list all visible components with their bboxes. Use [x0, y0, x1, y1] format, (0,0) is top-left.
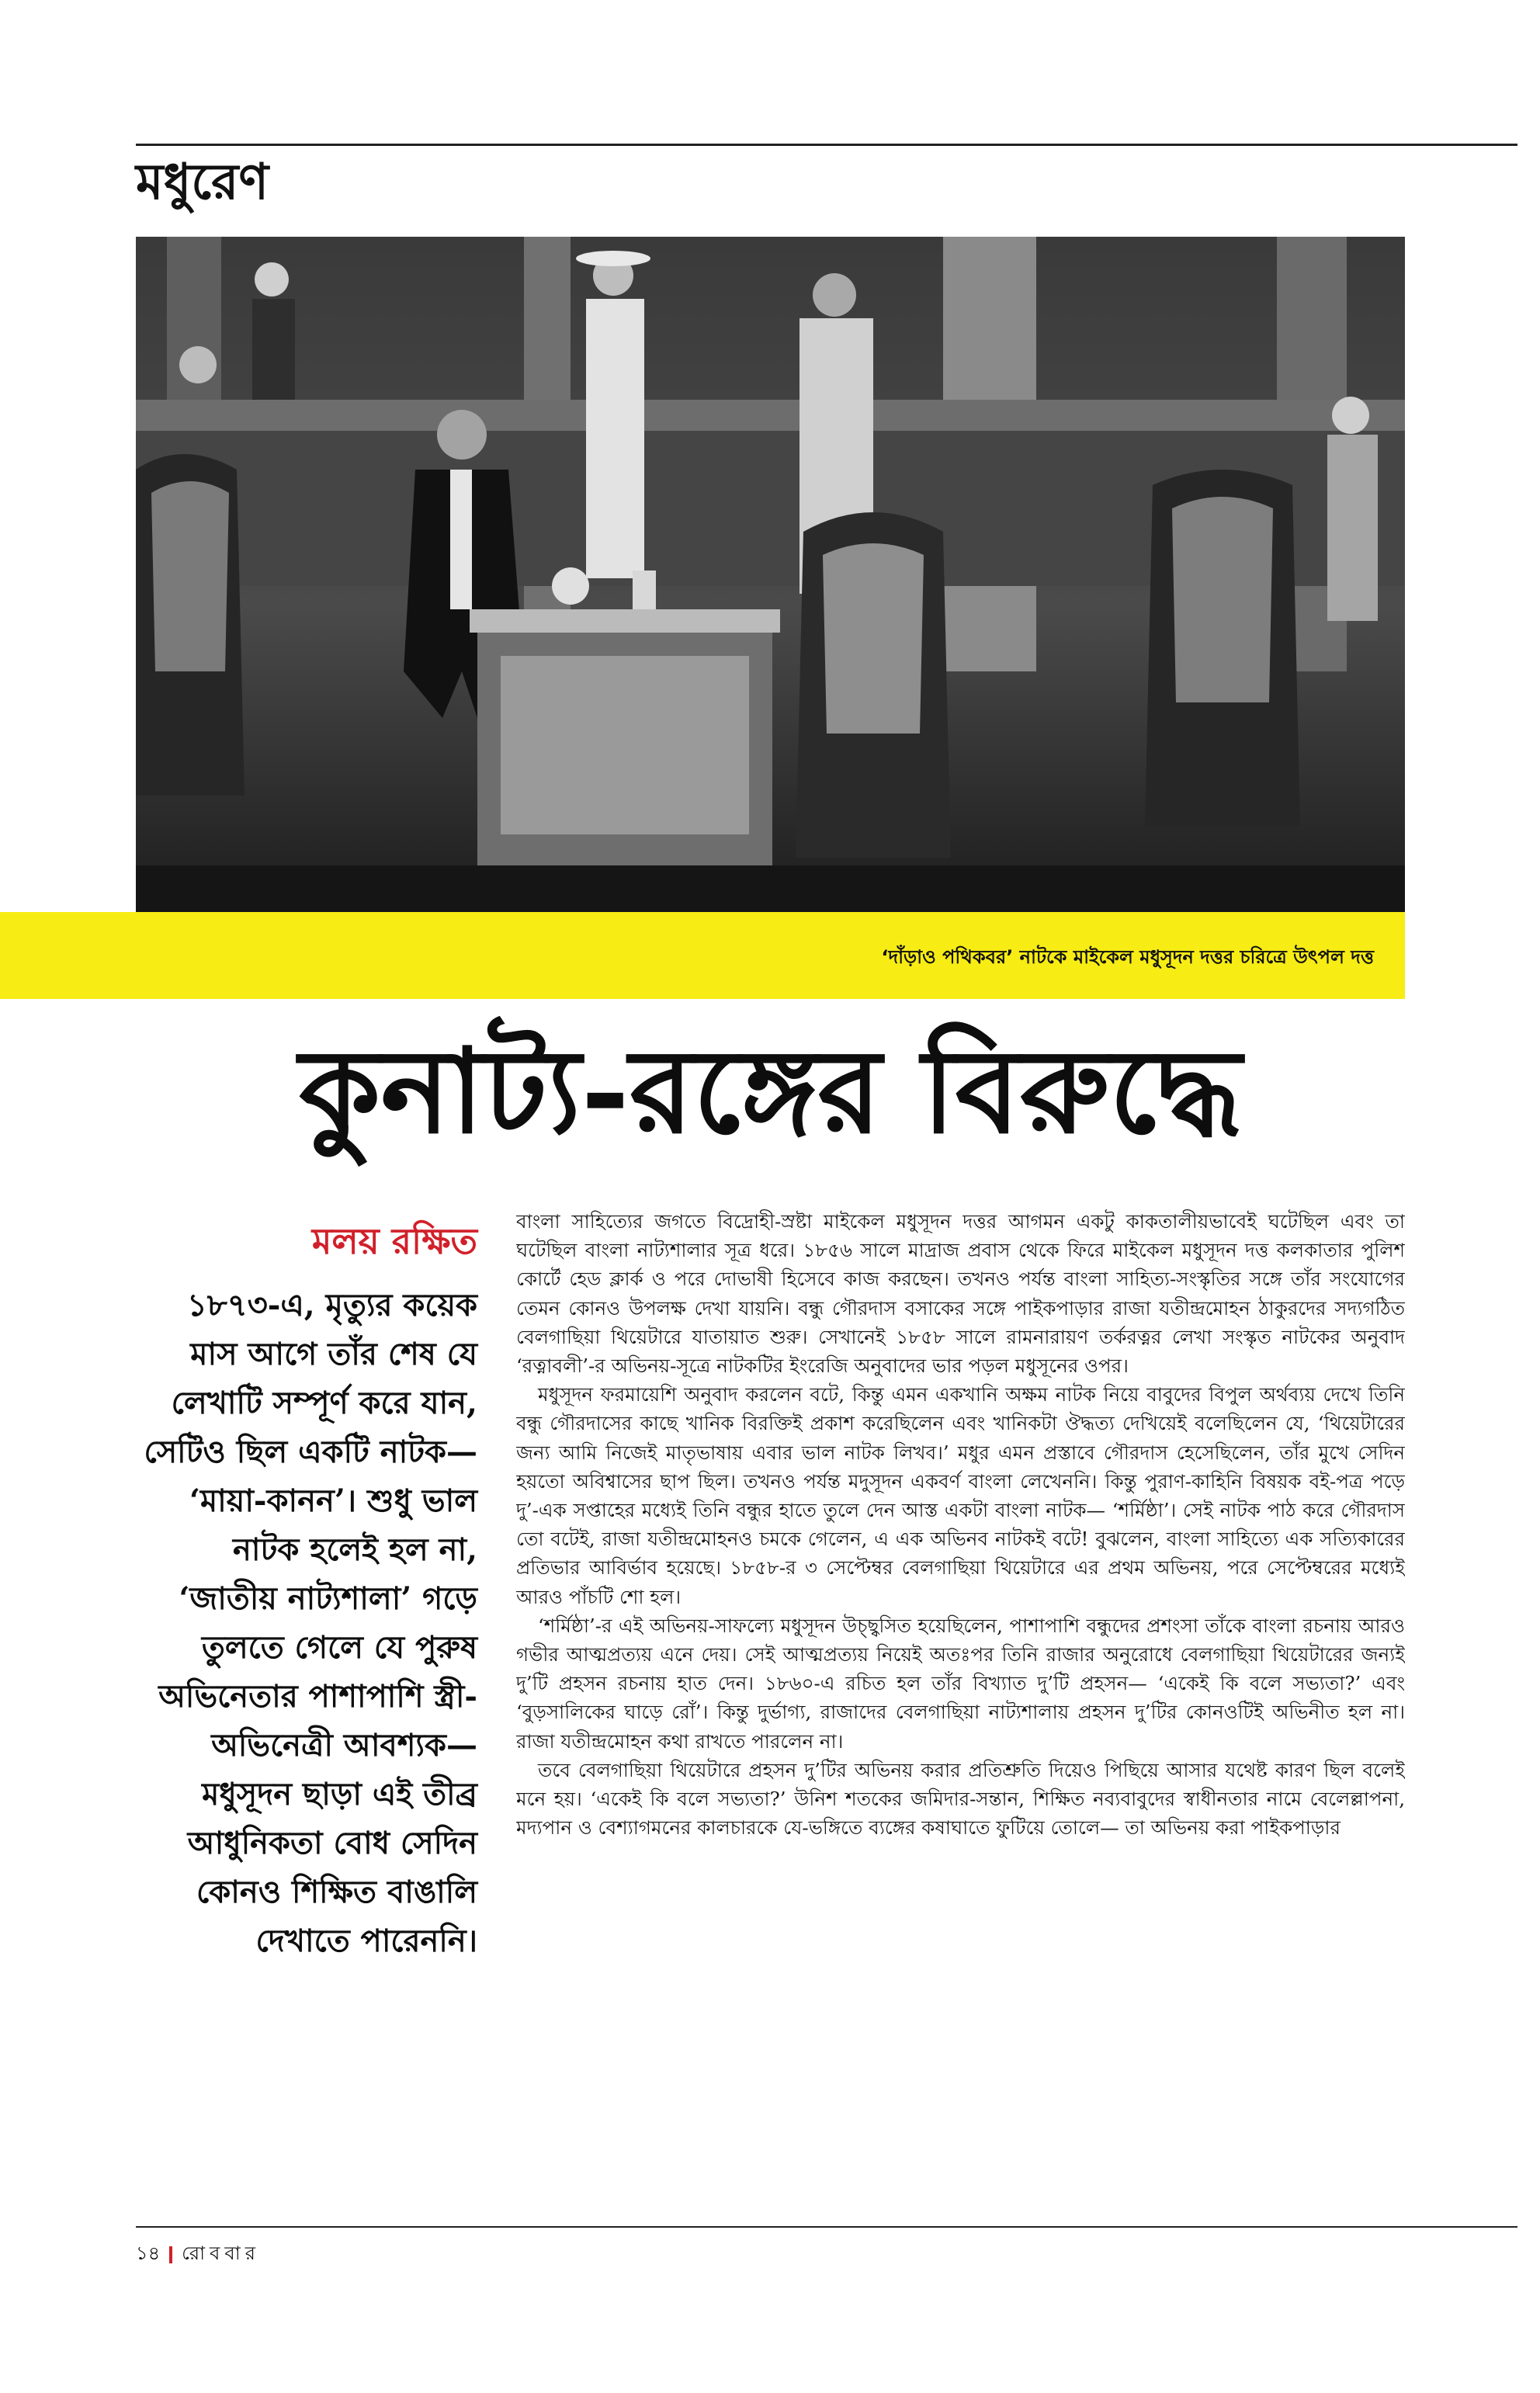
pull-quote: ১৮৭৩-এ, মৃত্যুর কয়েক মাস আগে তাঁর শেষ যে লেখাটি সম্পূর্ণ করে যান, সেটিও ছিল একটি নাটক— ‘মায়া-কানন’। শুধু ভাল নাটক হলেই হল না, ‘জাতীয় নাট্যশালা’ গড়ে তুলতে গেলে যে পুরুষ অভিনেতার পাশাপাশি স্ত্রী-অভিনেত্রী আবশ্যক— মধুসূদন ছাড়া এই তীব্র আধুনিকতা বোধ সেদিন কোনও শিক্ষিত বাঙালি দেখাতে পারেননি।	[144, 1287, 477, 1959]
article-paragraph: বাংলা সাহিত্যের জগতে বিদ্রোহী-স্রষ্টা মাইকেল মধুসূদন দত্তর আগমন একটু কাকতালীয়ভাবেই ঘটেছিল এবং তা ঘটেছিল বাংলা নাট্যশালার সূত্র ধরে। ১৮৫৬ সালে মাদ্রাজ প্রবাস থেকে ফিরে মাইকেল মধুসূদন দত্ত কলকাতার পুলিশ কোর্টে হেড ক্লার্ক ও পরে দোভাষী হিসেবে কাজ করছেন। তখনও পর্যন্ত বাংলা সাহিত্য-সংস্কৃতির সঙ্গে তাঁর সংযোগের তেমন কোনও উপলক্ষ দেখা যায়নি। বন্ধু গৌরদাস বসাকের সঙ্গে পাইকপাড়ার রাজা যতীন্দ্রমোহন ঠাকুরদের সদ্যগঠিত বেলগাছিয়া থিয়েটারে যাতায়াত শুরু। সেখানেই ১৮৫৮ সালে রামনারায়ণ তর্করত্নর লেখা সংস্কৃত নাটকের অনুবাদ ‘রত্নাবলী’-র অভিনয়-সূত্রে নাটকটির ইংরেজি অনুবাদের ভার পড়ল মধুসূনের ওপর।	[516, 1210, 1405, 1378]
article-headline: কুনাট্য-রঙ্গের বিরুদ্ধে	[299, 1023, 1242, 1160]
caption-band	[0, 912, 1405, 999]
page-number: ১৪	[136, 2242, 161, 2264]
article-body	[516, 1207, 1405, 2208]
magazine-name: রোববার	[182, 2242, 260, 2264]
bottom-rule	[136, 2226, 1517, 2228]
stage-photo	[136, 237, 1405, 912]
article-paragraph: তবে বেলগাছিয়া থিয়েটারে প্রহসন দু’টির অভিনয় করার প্রতিশ্রুতি দিয়েও পিছিয়ে আসার যথেষ্ট কারণ ছিল বলেই মনে হয়। ‘একেই কি বলে সভ্যতা?’ উনিশ শতকের জমিদার-সন্তান, শিক্ষিত নব্যবাবুদের স্বাধীনতার নামে বেলেল্লাপনা, মদ্যপান ও বেশ্যাগমনের কালচারকে যে-ভঙ্গিতে ব্যঙ্গের কষাঘাতে ফুটিয়ে তোলে— তা অভিনয় করা পাইকপাড়ার	[516, 1758, 1405, 1840]
article-paragraph: ‘শর্মিষ্ঠা’-র এই অভিনয়-সাফল্যে মধুসূদন উচ্ছ্বসিত হয়েছিলেন, পাশাপাশি বন্ধুদের প্রশংসা তাঁকে বাংলা রচনায় আরও গভীর আত্মপ্রত্যয় এনে দেয়। সেই আত্মপ্রত্যয় নিয়েই অতঃপর তিনি রাজার অনুরোধে বেলগাছিয়া থিয়েটারের জন্যই দু’টি প্রহসন রচনায় হাত দেন। ১৮৬০-এ রচিত হল তাঁর বিখ্যাত দু’টি প্রহসন— ‘একেই কি বলে সভ্যতা?’ এবং ‘বুড়সালিকের ঘাড়ে রোঁ’। কিন্তু দুর্ভাগ্য, রাজাদের বেলগাছিয়া নাট্যশালায় প্রহসন দু’টির কোনওটিই অভিনীত হল না। রাজা যতীন্দ্রমোহন কথা রাখতে পারলেন না।	[516, 1614, 1405, 1753]
author-byline: মলয় রক্ষিত	[311, 1220, 477, 1262]
section-label: মধুরেণ	[136, 153, 269, 211]
top-rule	[136, 144, 1517, 146]
article-paragraph: মধুসূদন ফরমায়েশি অনুবাদ করলেন বটে, কিন্তু এমন একখানি অক্ষম নাটক নিয়ে বাবুদের বিপুল অর্থব্যয় দেখে তিনি বন্ধু গৌরদাসের কাছে খানিক বিরক্তিই প্রকাশ করেছিলেন এবং খানিকটা ঔদ্ধত্য দেখিয়েই বলেছিলেন যে, ‘থিয়েটারের জন্য আমি নিজেই মাতৃভাষায় এবার ভাল নাটক লিখব।’ মধুর এমন প্রস্তাবে গৌরদাস হেসেছিলেন, তাঁর মুখে সেদিন হয়তো অবিশ্বাসের ছাপ ছিল। তখনও পর্যন্ত মদুসূদন একবর্ণ বাংলা লেখেননি। কিন্তু পুরাণ-কাহিনি বিষয়ক বই-পত্র পড়ে দু’-এক সপ্তাহের মধ্যেই তিনি বন্ধুর হাতে তুলে দেন আস্ত একটা বাংলা নাটক— ‘শর্মিষ্ঠা’। সেই নাটক পাঠ করে গৌরদাস তো বটেই, রাজা যতীন্দ্রমোহনও চমকে গেলেন, এ এক অভিনব নাটকই বটে! বুঝলেন, বাংলা সাহিত্যে এক সত্যিকারের প্রতিভার আবির্ভাব হয়েছে। ১৮৫৮-র ৩ সেপ্টেম্বর বেলগাছিয়া থিয়েটারে এর প্রথম অভিনয়, পরে সেপ্টেম্বরের মধ্যেই আরও পাঁচটি শো হল।	[516, 1383, 1405, 1608]
page-footer	[136, 2239, 260, 2270]
photo-caption: ‘দাঁড়াও পথিকবর’ নাটকে মাইকেল মধুসূদন দত্তর চরিত্রে উৎপল দত্ত	[881, 946, 1374, 968]
stage-photo-illustration	[136, 237, 1405, 912]
footer-separator	[169, 2246, 172, 2263]
